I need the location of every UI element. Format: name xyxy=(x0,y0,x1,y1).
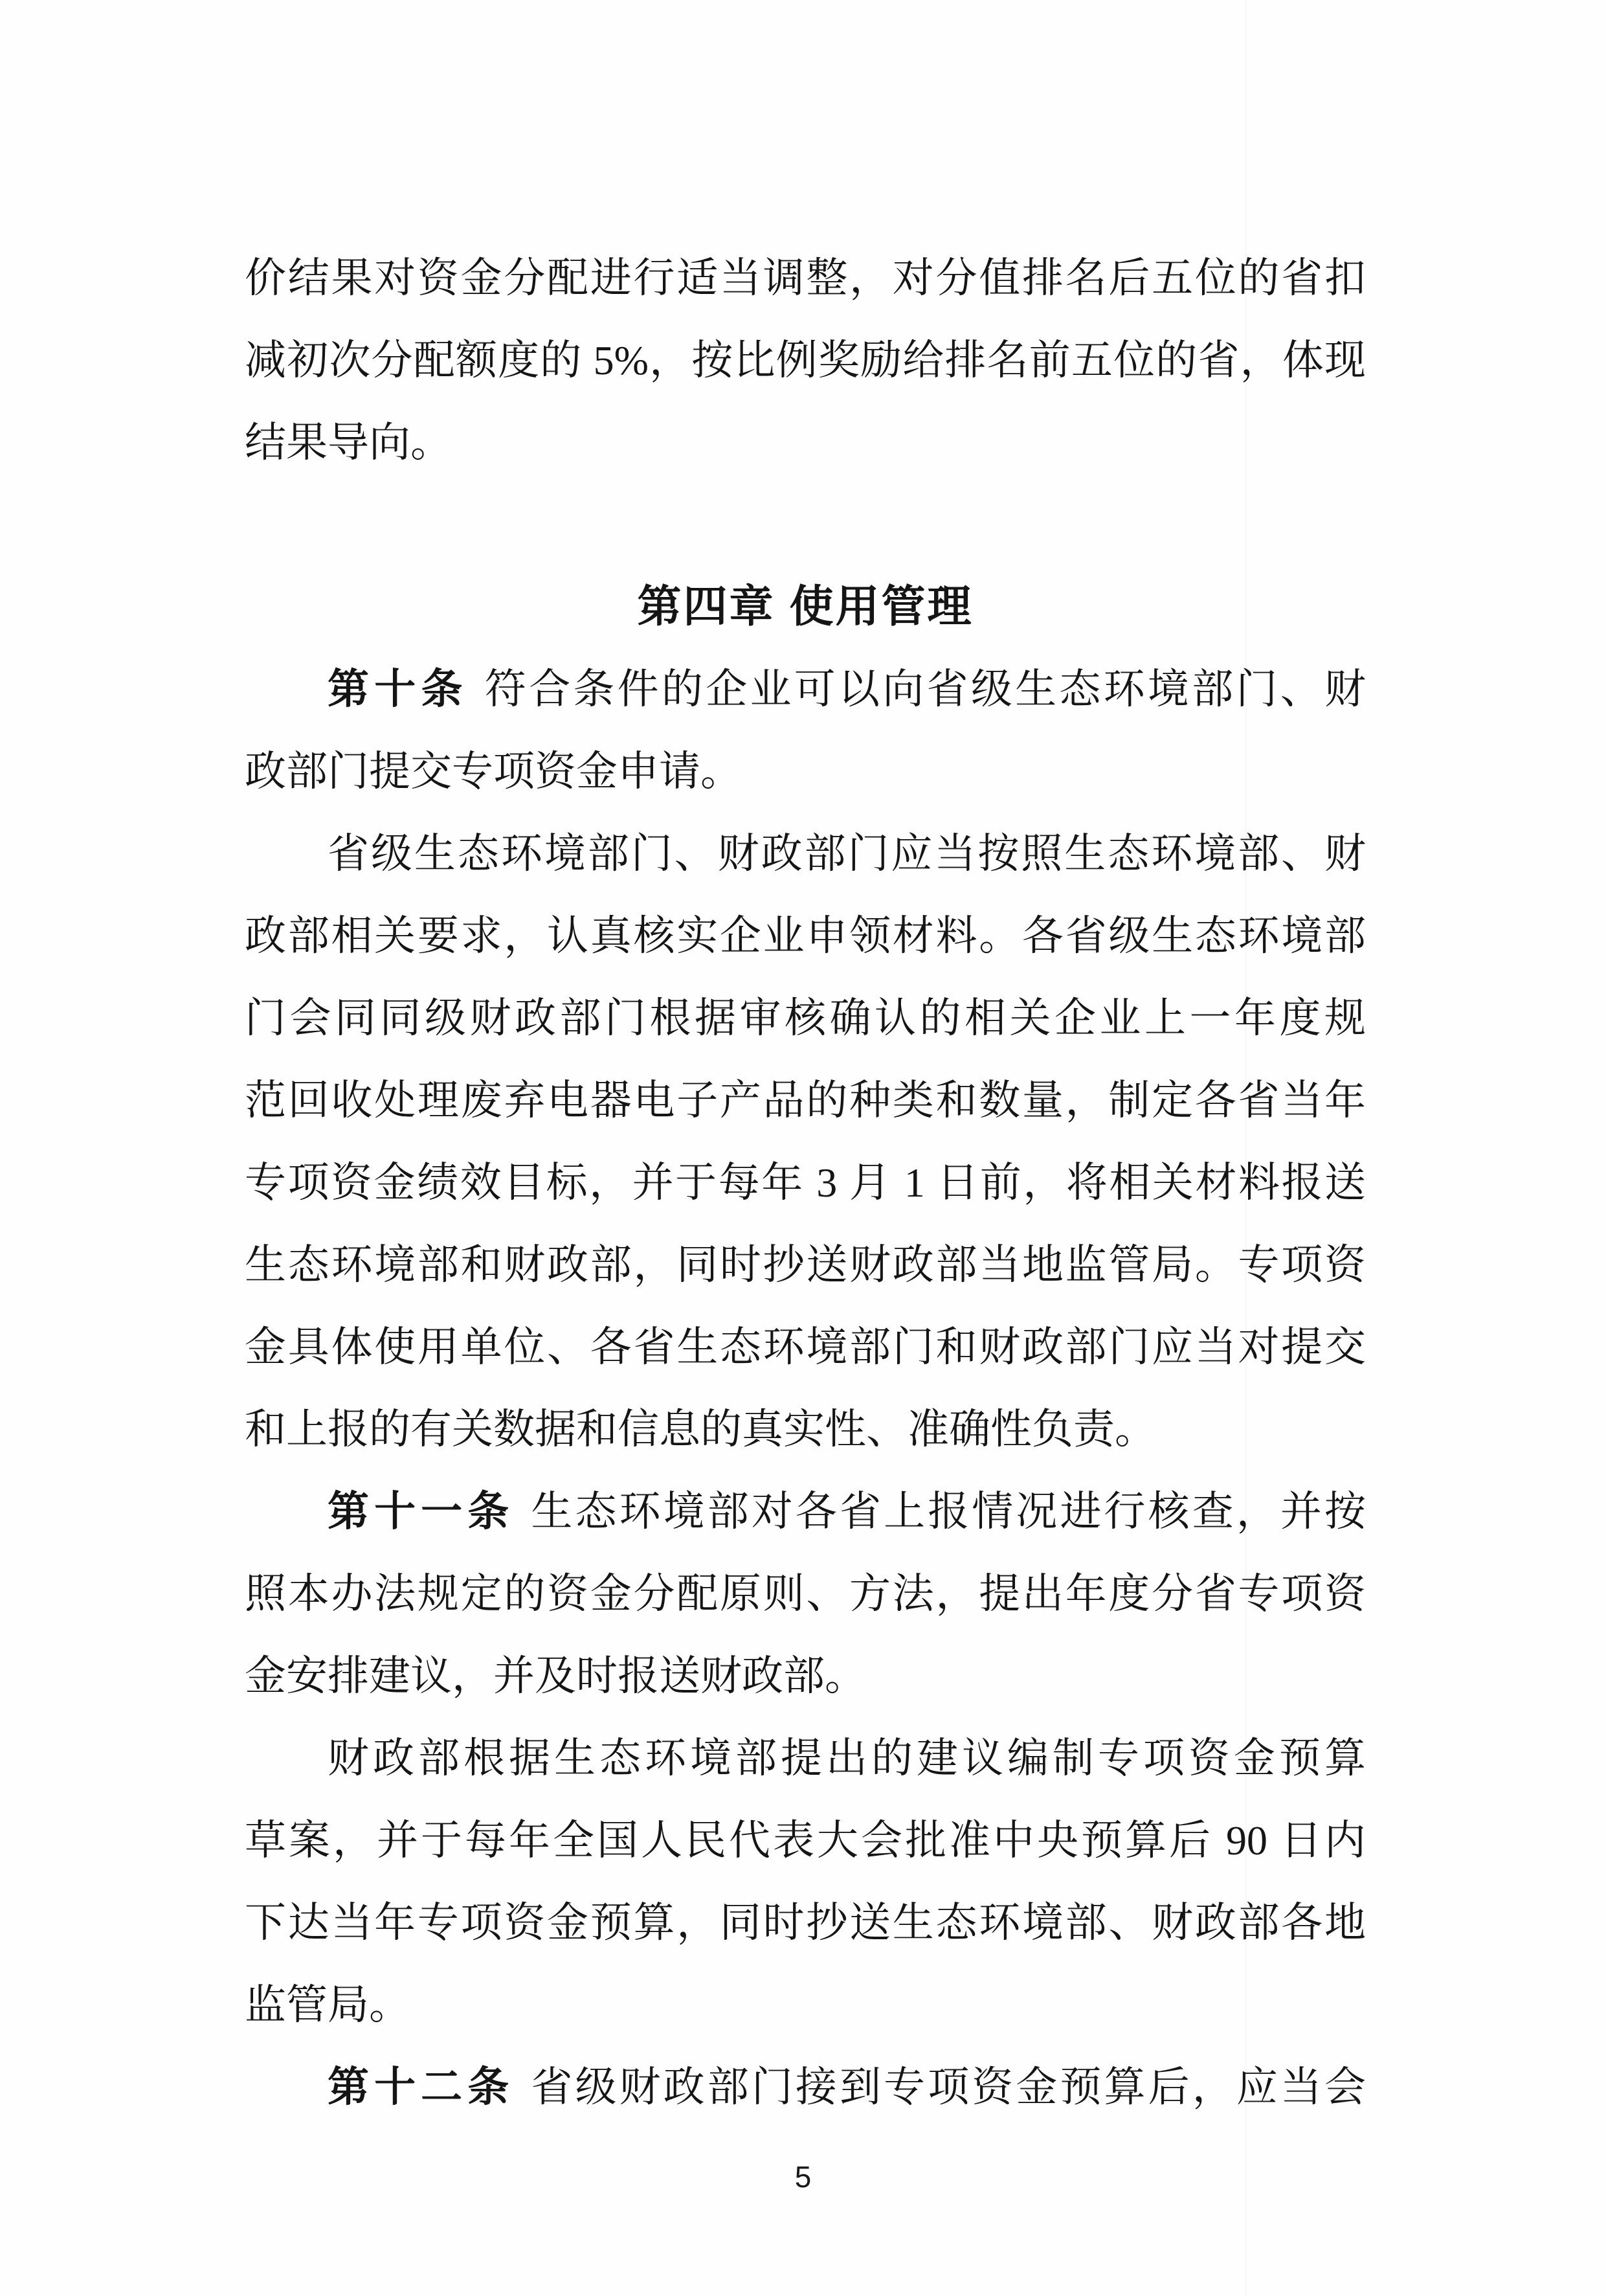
text-line xyxy=(245,1470,1366,1553)
paragraph xyxy=(245,1470,1366,1717)
text-line: 金安排建议，并及时报送财政部。 xyxy=(245,1653,866,1699)
document-body xyxy=(245,237,1366,2128)
chapter-heading: 第四章 使用管理 xyxy=(637,582,974,631)
paragraph xyxy=(245,237,1366,484)
text-line: 政部门提交专项资金申请。 xyxy=(245,748,742,794)
article-number: 第十一条 xyxy=(328,1488,515,1535)
paragraph xyxy=(245,2046,1366,2128)
paragraph xyxy=(245,648,1366,813)
text-line: 监管局。 xyxy=(245,1982,410,2028)
text-line: 生态环境部和财政部，同时抄送财政部当地监管局。专项资 xyxy=(245,1242,1366,1288)
text-line: 和上报的有关数据和信息的真实性、准确性负责。 xyxy=(245,1406,1156,1452)
text-line xyxy=(245,648,1366,730)
text-line: 价结果对资金分配进行适当调整，对分值排名后五位的省扣 xyxy=(245,255,1366,301)
page-number: 5 xyxy=(794,2160,812,2194)
line-text: 省级财政部门接到专项资金预算后，应当会 xyxy=(531,2064,1366,2110)
line-text: 生态环境部对各省上报情况进行核查，并按 xyxy=(531,1489,1366,1535)
text-line: 政部相关要求，认真核实企业申领材料。各省级生态环境部 xyxy=(245,913,1366,959)
text-line: 照本办法规定的资金分配原则、方法，提出年度分省专项资 xyxy=(245,1571,1366,1617)
text-line: 省级生态环境部门、财政部门应当按照生态环境部、财 xyxy=(328,831,1366,877)
text-line xyxy=(245,2046,1366,2128)
article-number: 第十二条 xyxy=(328,2064,515,2110)
text-line: 专项资金绩效目标，并于每年 3 月 1 日前，将相关材料报送 xyxy=(245,1160,1366,1206)
paragraph xyxy=(245,1717,1366,2046)
article-number: 第十条 xyxy=(328,666,468,712)
paragraph xyxy=(245,813,1366,1470)
text-line: 草案，并于每年全国人民代表大会批准中央预算后 90 日内 xyxy=(245,1818,1366,1863)
text-line: 减初次分配额度的 5%，按比例奖励给排名前五位的省，体现 xyxy=(245,337,1366,383)
text-line: 下达当年专项资金预算，同时抄送生态环境部、财政部各地 xyxy=(245,1900,1366,1946)
line-text: 符合条件的企业可以向省级生态环境部门、财 xyxy=(484,666,1366,712)
text-line: 范回收处理废弃电器电子产品的种类和数量，制定各省当年 xyxy=(245,1077,1366,1123)
text-line: 财政部根据生态环境部提出的建议编制专项资金预算 xyxy=(328,1735,1366,1781)
text-line: 门会同同级财政部门根据审核确认的相关企业上一年度规 xyxy=(245,995,1366,1041)
text-line: 结果导向。 xyxy=(245,420,452,466)
text-line: 金具体使用单位、各省生态环境部门和财政部门应当对提交 xyxy=(245,1324,1366,1370)
